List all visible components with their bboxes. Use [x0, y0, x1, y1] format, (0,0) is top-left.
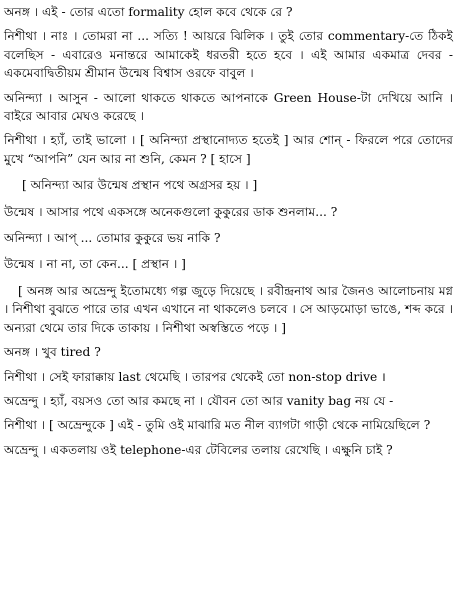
dialogue-abhrendu-telephone: অভ্রেন্দু । একতলায় ওই telephone-এর টেবিলের তলায় রেখেছি । এক্ষুনি চাই ? — [4, 442, 393, 457]
stage-direction-exit-path: [ অনিন্দ্যা আর উন্মেষ প্রস্থান পথে অগ্রসর হয় । ] — [22, 178, 258, 193]
dialogue-anango-formality: অনঙ্গ । এই - তোর এতো formality হোল কবে থেকে রে ? — [4, 5, 293, 19]
dialogue-anindya-afraid: অনিন্দ্যা । আপ্ ... তোমার কুকুরে ভয় নাকি ? — [4, 231, 221, 246]
dialogue-unmesh-dogs: উন্মেষ । আসার পথে একসঙ্গে অনেকগুলো কুকুরের ডাক শুনলাম... ? — [4, 204, 338, 219]
dialogue-abhrendu-vanity-bag: অভ্রেন্দু । হ্যাঁ, বয়সও তো আর কমছে না । যৌবন তো আর vanity bag নয় যে - — [4, 393, 394, 408]
dialogue-anango-tired: অনঙ্গ । খুব tired ? — [4, 345, 101, 360]
dialogue-nishitha-apni: নিশীথা । হ্যাঁ, তাই ভালো । [ অনিন্দ্যা প্রস্থানোদ্যত হতেই ] আর শোন্ - ফিরলে পরে তোদের মুখে “আপনি” যেন আর না শুনি, কেমন ? [ হাসে ] — [4, 133, 453, 166]
dialogue-unmesh-exit: উন্মেষ । না না, তা কেন... [ প্রস্থান । ] — [4, 257, 186, 272]
stage-direction-conversation: [ অনঙ্গ আর অভ্রেন্দু ইতোমধ্যে গল্প জুড়ে দিয়েছে । রবীন্দ্রনাথ আর জৈনও আলোচনায় মগ্ন । নিশীথা বুঝতে পারে তার এখন এখানে না থাকলেও চলবে । সে আড়মোড়া ভাঙে, শব্দ করে । অন্যরা থেমে তার দিকে তাকায় । নিশীথা অস্বস্তিতে পড়ে । ] — [4, 283, 453, 335]
dialogue-anindya-green-house: অনিন্দ্যা । আসুন - আলো থাকতে থাকতে আপনাকে Green House-টা দেখিয়ে আনি । বাইরে আবার মেঘও করেছে । — [4, 90, 453, 124]
dialogue-nishitha-blue-bag: নিশীথা । [ অভ্রেন্দুকে ] এই - তুমি ওই মাঝারি মত নীল ব্যাগটা গাড়ী থেকে নামিয়েছিলে ? — [4, 418, 431, 433]
dialogue-nishitha-farakka: নিশীথা । সেই ফারাক্কায় last থেমেছি । তারপর থেকেই তো non-stop drive । — [4, 369, 386, 384]
dialogue-nishitha-commentary: নিশীথা । নাঃ । তোমরা না ... সত্যি ! আয়রে ঝিলিক । তুই তোর commentary-তে ঠিকই বলেছিস - এবারেও মনান্তরে আমাকেই ধরতরী হতে হবে । এই আমার একমাত্র দেবর - একমেবাদ্বিতীয়ম শ্রীমান উন্মেষ বিশ্বাস ওরফে বাবুল । — [4, 29, 453, 81]
